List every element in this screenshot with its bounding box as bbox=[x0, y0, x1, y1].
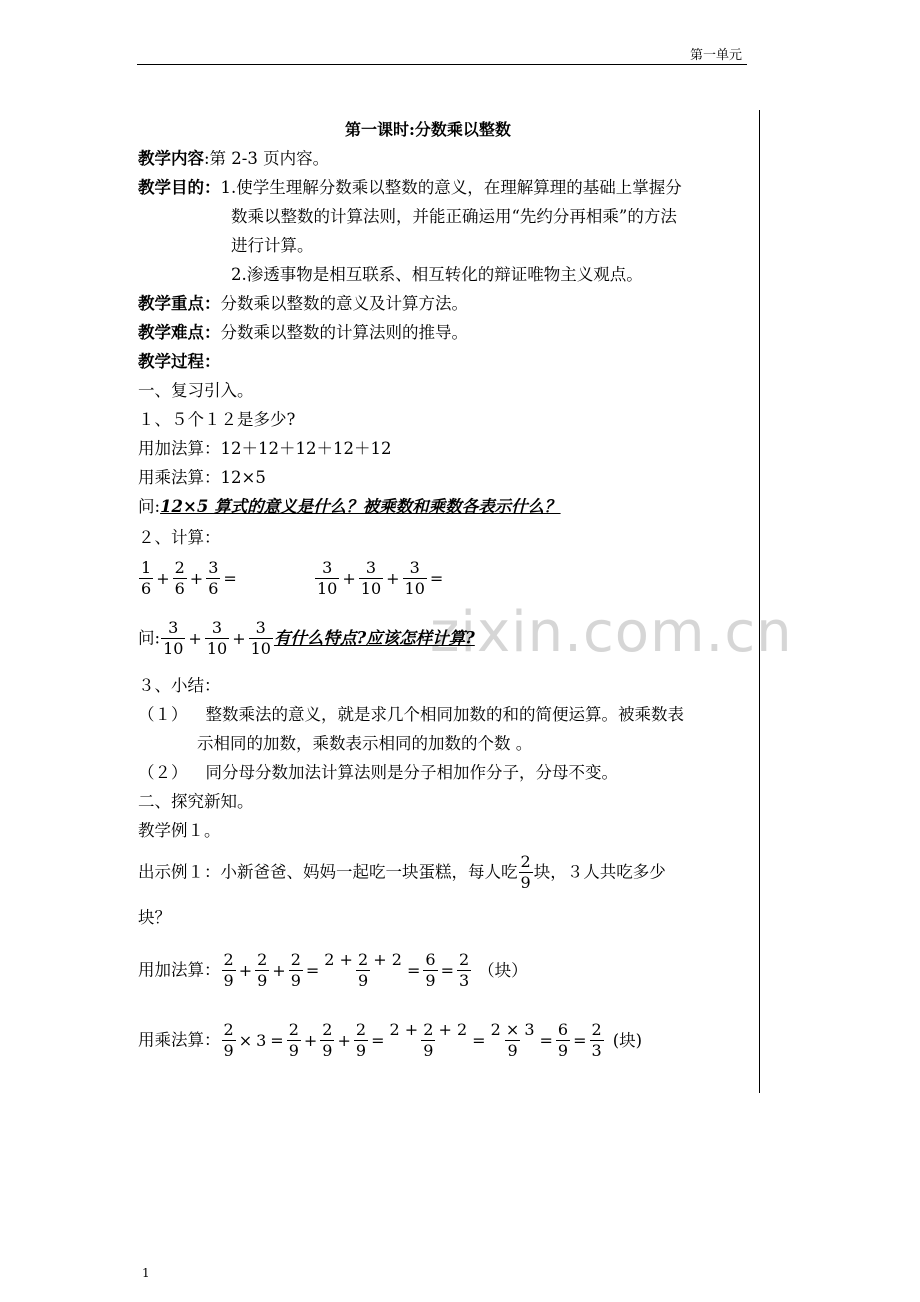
ask2-row: 问: $\frac{3}{10}$ + $\frac{3}{10}$ + $\frac{3}{10}$ 有什么特点?应该怎样计算? bbox=[138, 618, 475, 658]
key-point-text: 分数乘以整数的意义及计算方法。 bbox=[220, 294, 468, 313]
example-add-row: 用加法算： $\frac{2}{9}$ + $\frac{2}{9}$ + $\frac{2}{9}$ = $\frac{2 + 2 + 2}{9}$ = $\frac{6}{9}$ = $\frac{2}{3}$ （块） bbox=[138, 950, 528, 990]
summary-heading: ３、小结： bbox=[138, 676, 221, 695]
ask-prefix: 问: bbox=[138, 497, 161, 516]
summary-2: 同分母分数加法计算法则是分子相加作分子，分母不变。 bbox=[205, 763, 618, 782]
summary-1-num: （１） bbox=[138, 705, 188, 724]
fraction: $\frac{2 + 2 + 2}{9}$ bbox=[389, 1020, 468, 1060]
fraction: $\frac{6}{9}$ bbox=[557, 1020, 569, 1060]
fraction: $\frac{2}{9}$ bbox=[290, 950, 301, 990]
summary-2-row bbox=[138, 762, 618, 784]
key-point-label: 教学重点： bbox=[138, 294, 221, 313]
mul-expr: 12×5 bbox=[220, 468, 266, 487]
example-mul-label: 用乘法算： bbox=[138, 1030, 221, 1050]
add-label: 用加法算： bbox=[138, 439, 221, 458]
key-point-row bbox=[138, 293, 468, 315]
header-divider bbox=[137, 64, 747, 65]
fraction: $\frac{3}{10}$ bbox=[163, 618, 184, 658]
summary-1-row bbox=[138, 704, 684, 726]
goal-1c: 进行计算。 bbox=[231, 236, 314, 255]
process-label: 教学过程： bbox=[138, 352, 221, 371]
fraction: $\frac{2 \times 3}{9}$ bbox=[490, 1020, 535, 1060]
watermark: zixin.com.cn bbox=[430, 600, 793, 665]
summary-1a: 整数乘法的意义，就是求几个相同加数的和的简便运算。被乘数表 bbox=[205, 705, 684, 724]
lesson-title: 第一课时:分数乘以整数 bbox=[345, 120, 511, 139]
add-row bbox=[138, 438, 391, 460]
example-text-b: 块，３人共吃多少 bbox=[533, 862, 666, 882]
frac-sum-tenths: $\frac{3}{10}$ + $\frac{3}{10}$ + $\frac{3}{10}$ = bbox=[317, 558, 444, 598]
content-row bbox=[138, 148, 329, 170]
difficulty-row bbox=[138, 322, 468, 344]
fraction: $\frac{6}{9}$ bbox=[425, 950, 436, 990]
example-text-a: 出示例１：小新爸爸、妈妈一起吃一块蛋糕，每人吃 bbox=[138, 862, 518, 882]
fraction: $\frac{1}{6}$ bbox=[141, 558, 152, 598]
summary-2-num: （２） bbox=[138, 763, 188, 782]
ask-text: 12×5 算式的意义是什么？被乘数和乘数各表示什么？ bbox=[160, 497, 561, 516]
ask2-prefix: 问: bbox=[138, 628, 161, 648]
difficulty-text: 分数乘以整数的计算法则的推导。 bbox=[220, 323, 468, 342]
goal-2: 2.渗透事物是相互联系、相互转化的辩证唯物主义观点。 bbox=[231, 265, 643, 284]
difficulty-label: 教学难点： bbox=[138, 323, 221, 342]
fraction: $\frac{2}{9}$ bbox=[355, 1020, 367, 1060]
fraction: $\frac{2}{9}$ bbox=[520, 852, 531, 892]
content-text: :第 2-3 页内容。 bbox=[204, 149, 330, 168]
ask-row bbox=[138, 496, 561, 518]
add-expr: 12＋12＋12＋12＋12 bbox=[220, 439, 392, 458]
page-number: 1 bbox=[142, 1266, 150, 1280]
fraction: $\frac{3}{10}$ bbox=[206, 618, 228, 658]
fraction: $\frac{3}{10}$ bbox=[404, 558, 425, 598]
example-add-unit: （块） bbox=[478, 960, 528, 980]
calc-heading: ２、计算： bbox=[138, 528, 221, 547]
fraction: $\frac{3}{10}$ bbox=[317, 558, 338, 598]
ask2-text: 有什么特点?应该怎样计算? bbox=[273, 628, 475, 648]
review-q1: １、５个１２是多少? bbox=[138, 410, 296, 429]
example-text-c: 块？ bbox=[138, 908, 171, 927]
fraction: $\frac{2}{9}$ bbox=[223, 1020, 234, 1060]
example-row bbox=[138, 852, 666, 893]
fraction: $\frac{2}{9}$ bbox=[257, 950, 268, 990]
example-heading: 教学例１。 bbox=[138, 821, 221, 840]
goal-1a: 1.使学生理解分数乘以整数的意义，在理解算理的基础上掌握分 bbox=[220, 178, 682, 197]
example-add-label: 用加法算： bbox=[138, 960, 221, 980]
mul-label: 用乘法算： bbox=[138, 468, 221, 487]
example-mul-row: 用乘法算： $\frac{2}{9}$ × 3 = $\frac{2}{9}$ + $\frac{2}{9}$ + $\frac{2}{9}$ = $\frac{2 + 2 + 2}{9}$ = $\frac{2 \times 3}{9}$ = $\frac{6}{9}$ = $\frac{2}{3}$ (块) bbox=[138, 1020, 643, 1060]
mul-row bbox=[138, 467, 266, 489]
explore-heading: 二、探究新知。 bbox=[138, 792, 254, 811]
review-heading: 一、复习引入。 bbox=[138, 381, 254, 400]
fraction: $\frac{2}{6}$ bbox=[174, 558, 185, 598]
fraction: $\frac{2}{9}$ bbox=[223, 950, 234, 990]
fraction: $\frac{2}{9}$ bbox=[288, 1020, 299, 1060]
frac-sum-sixths: $\frac{1}{6}$ + $\frac{2}{6}$ + $\frac{3}{6}$ = bbox=[141, 558, 237, 598]
fraction: $\frac{2 + 2 + 2}{9}$ bbox=[324, 950, 402, 990]
content-label: 教学内容 bbox=[138, 149, 204, 168]
fraction: $\frac{3}{10}$ bbox=[250, 618, 271, 658]
fraction: $\frac{3}{10}$ bbox=[360, 558, 382, 598]
goals-label: 教学目的： bbox=[138, 178, 221, 197]
fraction: $\frac{2}{3}$ bbox=[591, 1020, 602, 1060]
fraction: $\frac{3}{6}$ bbox=[208, 558, 219, 598]
header-unit: 第一单元 bbox=[690, 48, 743, 63]
goal-1b: 数乘以整数的计算法则，并能正确运用“先约分再相乘”的方法 bbox=[231, 207, 677, 226]
summary-1b: 示相同的加数，乘数表示相同的加数的个数 。 bbox=[197, 734, 533, 753]
fraction: $\frac{2}{9}$ bbox=[322, 1020, 333, 1060]
fraction: $\frac{2}{3}$ bbox=[458, 950, 470, 990]
goals-row-1 bbox=[138, 177, 682, 199]
example-mul-unit: (块) bbox=[612, 1030, 643, 1050]
